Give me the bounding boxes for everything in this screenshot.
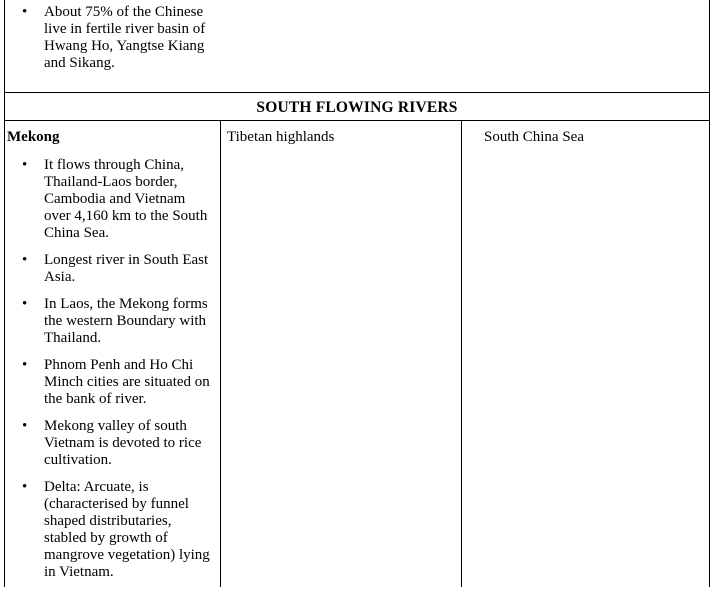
river-name: Mekong — [7, 129, 60, 145]
top-row-bullet-list — [4, 4, 210, 72]
row-divider-heading — [4, 120, 710, 121]
list-item: • Longest river in South East Asia. — [4, 252, 210, 286]
list-item: • Delta: Arcuate, is (characterised by funnel shaped distributaries, stabled by growth of mangrove vegetation) lying in Vietnam. — [4, 479, 210, 581]
river-source: Tibetan highlands — [227, 129, 335, 145]
river-mouth: South China Sea — [484, 129, 584, 145]
list-item: • Phnom Penh and Ho Chi Minch cities are situated on the bank of river. — [4, 357, 210, 408]
column-divider-1 — [220, 120, 221, 587]
section-heading: SOUTH FLOWING RIVERS — [256, 99, 458, 116]
list-item: • It flows through China, Thailand-Laos border, Cambodia and Vietnam over 4,160 km to the South China Sea. — [4, 157, 210, 242]
list-item: • Mekong valley of south Vietnam is devoted to rice cultivation. — [4, 418, 210, 469]
river-details-cell — [4, 157, 210, 591]
top-row-cell — [4, 4, 210, 82]
column-divider-2 — [461, 120, 462, 587]
list-item: • In Laos, the Mekong forms the western Boundary with Thailand. — [4, 296, 210, 347]
row-divider-top — [4, 92, 710, 93]
river-bullet-list — [4, 157, 210, 581]
list-item: • About 75% of the Chinese live in fertile river basin of Hwang Ho, Yangtse Kiang and Sikang. — [4, 4, 210, 72]
